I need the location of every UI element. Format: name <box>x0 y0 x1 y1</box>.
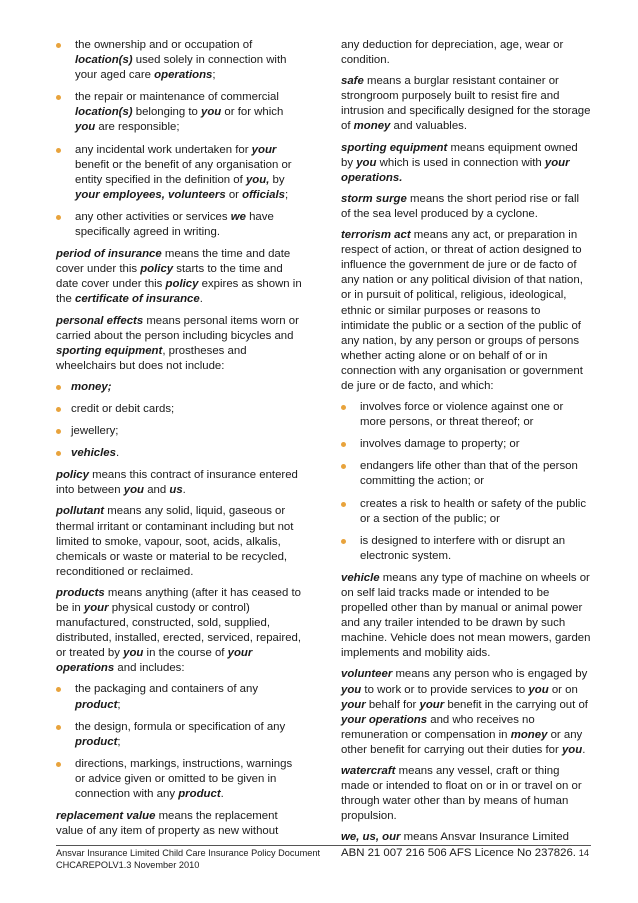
list-item <box>56 757 304 802</box>
defined-term: you <box>528 683 549 696</box>
text-run: means personal items worn or carried about the person including bicycles and <box>56 314 299 342</box>
text-run: ; <box>212 69 216 82</box>
list-item <box>341 459 591 489</box>
defined-term: you <box>561 743 583 756</box>
defined-term: your operations. <box>341 156 570 184</box>
text-run: ; <box>117 698 121 711</box>
text-run: directions, markings, instructions, warnings or advice given or omitted to be given in connection with any <box>75 757 293 801</box>
list-item <box>56 38 304 83</box>
text-run: to work or to provide services to <box>361 683 529 696</box>
defined-term: your <box>83 602 109 614</box>
list-item <box>341 534 591 564</box>
list <box>56 380 304 461</box>
bullet-icon <box>341 539 346 544</box>
defined-term: operations <box>154 69 213 82</box>
text-run: means the replacement value of any item of property as new without <box>56 810 279 838</box>
text-run: . <box>220 788 224 801</box>
definition-storm-surge <box>341 192 591 222</box>
defined-term: terrorism act <box>341 229 411 242</box>
defined-term: safe <box>341 75 364 88</box>
text-run: or on <box>548 683 578 696</box>
defined-term: you <box>356 156 377 169</box>
defined-term: product <box>75 735 118 748</box>
defined-term: your employees, volunteers <box>75 188 226 201</box>
bullet-icon <box>56 725 61 730</box>
defined-term: sporting equipment <box>56 344 163 357</box>
text-run: means the short period rise or fall of the sea level produced by a cyclone. <box>341 192 580 220</box>
defined-term: sporting equipment <box>341 141 448 154</box>
defined-term: policy <box>140 263 174 276</box>
defined-term: vehicle <box>341 571 380 584</box>
defined-term: storm surge <box>341 192 407 205</box>
defined-term: you <box>341 683 362 696</box>
list-item <box>56 402 304 417</box>
text-run: in the course of <box>143 647 228 660</box>
list-item <box>56 682 304 712</box>
text-run: the repair or maintenance of commercial <box>75 91 279 104</box>
definition-vehicle <box>341 571 591 662</box>
text-run: by <box>269 173 285 186</box>
list <box>341 400 591 564</box>
text-run: means any person who is engaged by <box>392 668 588 681</box>
left-column <box>56 38 304 845</box>
defined-term: volunteer <box>341 668 393 681</box>
list-item <box>56 90 304 135</box>
definition-terrorism-act <box>341 228 591 394</box>
defined-term: watercraft <box>341 765 396 778</box>
defined-term: us <box>169 484 183 497</box>
text-run: expires as shown in the <box>56 278 302 306</box>
defined-term: vehicles <box>71 447 116 460</box>
text-run: jewellery; <box>71 425 119 438</box>
list-item <box>56 210 304 240</box>
text-run: the ownership and or occupation of <box>75 39 253 51</box>
text-run: means Ansvar Insurance Limited ABN 21 007 216 506 AFS Licence No 237826. <box>341 831 576 859</box>
definition-watercraft <box>341 764 591 824</box>
defined-term: products <box>56 586 105 599</box>
defined-term: money <box>353 120 391 133</box>
text-run: starts to the time and date cover under this <box>56 263 283 291</box>
list <box>56 682 304 802</box>
definition-policy <box>56 468 304 498</box>
list-item <box>341 400 591 430</box>
continuation-text <box>341 38 591 68</box>
text-run: . <box>199 293 203 306</box>
text-run: involves damage to property; or <box>360 438 520 451</box>
bullet-icon <box>56 687 61 692</box>
definition-safe <box>341 74 591 134</box>
text-run: and includes: <box>114 662 185 675</box>
text-run: have specifically agreed in writing. <box>75 210 274 239</box>
defined-term: your <box>419 698 445 711</box>
bullet-icon <box>56 429 61 434</box>
text-run: the packaging and containers of any <box>75 683 259 696</box>
defined-term: period of insurance <box>56 248 162 261</box>
defined-term: we <box>230 210 246 223</box>
text-run: which is used in connection with <box>376 156 545 169</box>
text-run: or <box>225 188 243 201</box>
text-run: or for which <box>221 106 284 119</box>
text-run: means any vessel, craft or thing made or intended to float on or in or travel on or through water other than by means of human propulsion. <box>341 765 582 823</box>
text-run: and <box>144 484 170 497</box>
definition-sporting-equipment <box>341 141 591 186</box>
bullet-icon <box>56 385 61 390</box>
text-run: belonging to <box>132 106 201 119</box>
text-run: involves force or violence against one or more persons, or threat thereof; or <box>360 401 564 429</box>
defined-term: your operations <box>56 647 253 675</box>
defined-term: you <box>123 647 144 660</box>
definition-personal-effects <box>56 314 304 374</box>
text-run: means equipment owned by <box>341 141 578 169</box>
defined-term: money <box>510 728 548 741</box>
text-run: and valuables. <box>390 120 468 133</box>
text-run: ; <box>117 735 121 748</box>
bullet-icon <box>56 95 61 100</box>
defined-term: location(s) <box>75 54 133 67</box>
text-run: and who receives no remuneration or compensation in <box>341 713 535 741</box>
defined-term: your operations <box>341 713 428 726</box>
text-run: are responsible; <box>95 121 180 134</box>
defined-term: you, <box>245 173 270 186</box>
defined-term: your <box>251 143 277 156</box>
defined-term: you <box>123 484 145 497</box>
list-item <box>56 720 304 750</box>
defined-term: location(s) <box>75 106 133 119</box>
text-run: physical custody or control) manufactured, constructed, sold, supplied, distributed, installed, erected, serviced, repaired, or treated by <box>56 602 302 660</box>
page-footer <box>56 845 591 871</box>
text-run: means any act, or preparation in respect of action, or threat of action designed to influence the government de jure or de facto of any nation or any political division of that nation, or in pursuit of political, religious, ideological, ethnic or similar purposes or reasons to intimidate the public or a section of the public of any nation, by any person or groups of persons whether acting alone or on behalf of or in connection with any organisation or government de jure or de facto, and which: <box>341 229 583 392</box>
list-item <box>56 446 304 461</box>
list-item <box>56 143 304 203</box>
defined-term: certificate of insurance <box>75 293 200 306</box>
list-item <box>341 437 591 452</box>
text-run: means a burglar resistant container or strongroom purposely built to resist fire and intrusion and specifically designed for the storage of <box>341 75 591 133</box>
text-run: . <box>182 484 186 497</box>
text-run: used solely in connection with your aged care <box>75 54 287 82</box>
defined-term: product <box>75 698 118 711</box>
text-run: any deduction for depreciation, age, wear or condition. <box>341 39 564 67</box>
text-run: means the time and date cover under this <box>56 248 291 276</box>
text-run: behalf for <box>365 698 420 711</box>
definition-pollutant <box>56 504 304 579</box>
defined-term: you <box>201 106 222 119</box>
footer-document-title: Ansvar Insurance Limited Child Care Insurance Policy Document <box>56 848 321 858</box>
right-column <box>341 38 591 867</box>
bullet-icon <box>56 407 61 412</box>
list-item <box>56 424 304 439</box>
text-run: credit or debit cards; <box>71 402 175 415</box>
text-run: . <box>115 447 120 460</box>
bullet-icon <box>56 762 61 767</box>
text-run: , prostheses and wheelchairs but does not include: <box>56 344 247 372</box>
text-run: any other activities or services <box>75 210 231 223</box>
text-run: ; <box>284 188 289 201</box>
text-run: any incidental work undertaken for <box>75 143 252 156</box>
defined-term: policy <box>165 278 199 291</box>
list <box>56 38 304 240</box>
defined-term: your <box>341 698 366 711</box>
bullet-icon <box>341 502 346 507</box>
bullet-icon <box>341 464 346 469</box>
text-run: . <box>582 743 586 756</box>
text-run: the design, formula or specification of any <box>75 720 286 733</box>
definition-products <box>56 586 304 677</box>
defined-term: we, us, our <box>341 831 401 844</box>
text-run: means any type of machine on wheels or on self laid tracks made or intended to be propelled other than by manual or animal power and any trailer intended to be drawn by such machine. Vehicle does not mean mowers, garden implements and mobility aids. <box>341 571 591 660</box>
defined-term: personal effects <box>56 314 144 327</box>
definition-volunteer <box>341 667 591 758</box>
defined-term: money; <box>71 380 112 393</box>
text-run: is designed to interfere with or disrupt an electronic system. <box>360 534 566 562</box>
defined-term: pollutant <box>56 505 105 518</box>
text-run: or any other benefit for carrying out their duties for <box>341 728 583 756</box>
definition-replacement-value <box>56 809 304 839</box>
bullet-icon <box>56 43 61 48</box>
defined-term: officials <box>242 188 285 201</box>
bullet-icon <box>56 451 61 456</box>
defined-term: replacement value <box>56 810 156 823</box>
defined-term: you <box>75 121 96 134</box>
list-item <box>341 497 591 527</box>
definition-period-of-insurance <box>56 247 304 307</box>
text-run: benefit in the carrying out of <box>444 698 588 711</box>
footer-version: CHCAREPOLV1.3 November 2010 <box>56 859 200 870</box>
bullet-icon <box>56 148 61 153</box>
page-number: 14 <box>578 848 589 858</box>
bullet-icon <box>341 405 346 410</box>
text-run: means anything (after it has ceased to be in <box>56 586 302 614</box>
text-run: creates a risk to health or safety of the public or a section of the public; or <box>360 497 587 525</box>
text-run: means this contract of insurance entered into between <box>56 469 298 497</box>
list-item <box>56 380 304 395</box>
defined-term: product <box>178 788 221 801</box>
text-run: means any solid, liquid, gaseous or thermal irritant or contaminant including but not limited to smoke, vapour, soot, acids, alkalis, chemicals or waste or material to be recycled, reconditioned or reclaimed. <box>56 505 294 578</box>
defined-term: policy <box>56 469 89 482</box>
bullet-icon <box>341 442 346 447</box>
text-run: benefit or the benefit of any organisation or entity specified in the definition of <box>75 158 292 186</box>
text-run: endangers life other than that of the person committing the action; or <box>360 460 578 488</box>
bullet-icon <box>56 215 61 220</box>
